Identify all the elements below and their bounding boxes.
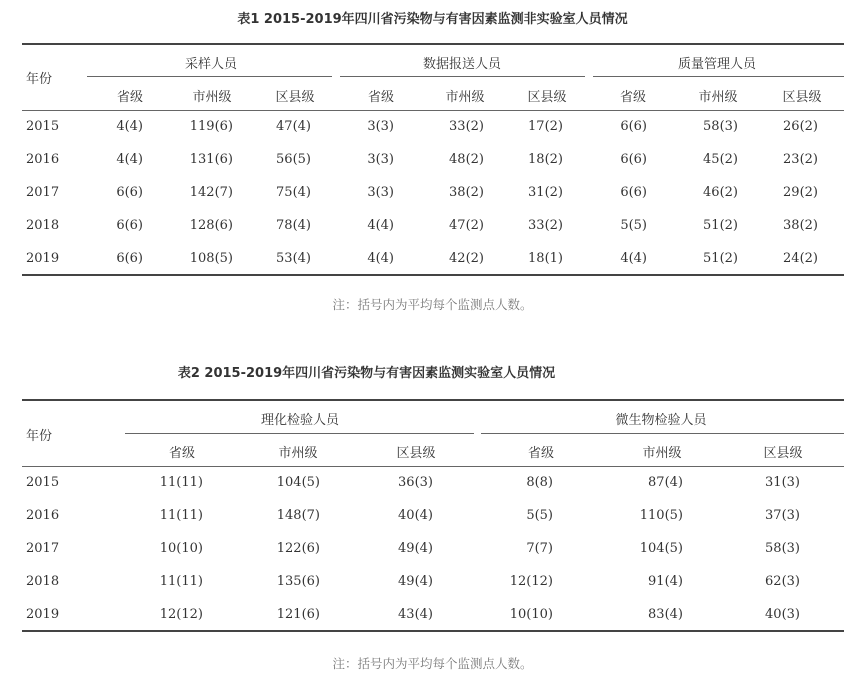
column-header: 省级 bbox=[367, 90, 394, 105]
table-cell: 51(2) bbox=[703, 251, 738, 266]
column-header: 市州级 bbox=[192, 90, 232, 105]
column-header: 区县级 bbox=[782, 90, 822, 105]
group-header: 理化检验人员 bbox=[260, 413, 339, 428]
column-header: 区县级 bbox=[396, 446, 436, 461]
table-cell: 104(5) bbox=[639, 541, 683, 556]
table-cell: 48(2) bbox=[449, 152, 484, 167]
table-cell: 6(6) bbox=[116, 251, 143, 266]
table-2-note: 注：括号内为平均每个监测点人数。 bbox=[332, 656, 533, 671]
table-cell: 110(5) bbox=[639, 508, 683, 523]
table-1-caption: 表1 2015-2019年四川省污染物与有害因素监测非实验室人员情况 bbox=[237, 12, 628, 27]
table-cell: 33(2) bbox=[449, 119, 484, 134]
table-cell: 26(2) bbox=[783, 119, 818, 134]
table-cell: 119(6) bbox=[189, 119, 233, 134]
table-cell: 37(3) bbox=[765, 508, 800, 523]
table-cell: 17(2) bbox=[528, 119, 563, 134]
table-cell: 4(4) bbox=[367, 251, 394, 266]
table-cell: 62(3) bbox=[765, 574, 800, 589]
table-cell: 49(4) bbox=[398, 574, 433, 589]
table-cell: 104(5) bbox=[276, 475, 320, 490]
group-rule bbox=[593, 76, 844, 77]
group-header: 采样人员 bbox=[184, 57, 237, 72]
column-header: 市州级 bbox=[445, 90, 485, 105]
column-header: 区县级 bbox=[763, 446, 803, 461]
table-cell: 4(4) bbox=[367, 218, 394, 233]
group-rule bbox=[481, 433, 844, 434]
table-cell: 11(11) bbox=[159, 574, 203, 589]
table-cell: 56(5) bbox=[276, 152, 311, 167]
table-cell: 6(6) bbox=[620, 152, 647, 167]
table-1-bottom-rule bbox=[22, 274, 844, 276]
table-cell: 31(3) bbox=[765, 475, 800, 490]
table-cell: 83(4) bbox=[648, 607, 683, 622]
year-header: 年份 bbox=[26, 429, 53, 444]
table-cell: 18(2) bbox=[528, 152, 563, 167]
table-cell: 91(4) bbox=[648, 574, 683, 589]
table-cell: 51(2) bbox=[703, 218, 738, 233]
table-cell: 12(12) bbox=[509, 574, 553, 589]
table-2-caption: 表2 2015-2019年四川省污染物与有害因素监测实验室人员情况 bbox=[177, 366, 556, 381]
group-header: 微生物检验人员 bbox=[615, 413, 707, 428]
table-cell: 6(6) bbox=[620, 185, 647, 200]
table-cell: 6(6) bbox=[116, 185, 143, 200]
table-cell: 45(2) bbox=[703, 152, 738, 167]
row-year: 2018 bbox=[26, 574, 60, 589]
table-cell: 49(4) bbox=[398, 541, 433, 556]
table-cell: 8(8) bbox=[526, 475, 553, 490]
column-header: 市州级 bbox=[278, 446, 318, 461]
table-cell: 40(4) bbox=[398, 508, 433, 523]
table-cell: 128(6) bbox=[189, 218, 233, 233]
table-cell: 5(5) bbox=[526, 508, 553, 523]
column-header: 省级 bbox=[168, 446, 195, 461]
table-2-top-rule bbox=[22, 399, 844, 401]
table-cell: 43(4) bbox=[398, 607, 433, 622]
table-cell: 142(7) bbox=[189, 185, 233, 200]
table-2-bottom-rule bbox=[22, 630, 844, 632]
table-cell: 47(2) bbox=[449, 218, 484, 233]
table-cell: 38(2) bbox=[783, 218, 818, 233]
group-header: 数据报送人员 bbox=[422, 57, 501, 72]
group-header: 质量管理人员 bbox=[677, 57, 756, 72]
column-header: 省级 bbox=[116, 90, 143, 105]
table-cell: 121(6) bbox=[276, 607, 320, 622]
table-cell: 24(2) bbox=[783, 251, 818, 266]
row-year: 2015 bbox=[26, 475, 60, 490]
table-cell: 131(6) bbox=[189, 152, 233, 167]
table-cell: 10(10) bbox=[159, 541, 203, 556]
group-rule bbox=[340, 76, 585, 77]
table-cell: 3(3) bbox=[367, 185, 394, 200]
table-cell: 6(6) bbox=[116, 218, 143, 233]
row-year: 2017 bbox=[26, 185, 60, 200]
table-cell: 12(12) bbox=[159, 607, 203, 622]
table-1-note: 注：括号内为平均每个监测点人数。 bbox=[332, 297, 533, 312]
row-year: 2017 bbox=[26, 541, 60, 556]
table-cell: 3(3) bbox=[367, 152, 394, 167]
row-year: 2016 bbox=[26, 152, 60, 167]
row-year: 2015 bbox=[26, 119, 60, 134]
column-header: 区县级 bbox=[527, 90, 567, 105]
table-cell: 122(6) bbox=[276, 541, 320, 556]
table-cell: 36(3) bbox=[398, 475, 433, 490]
table-cell: 23(2) bbox=[783, 152, 818, 167]
table-cell: 53(4) bbox=[276, 251, 311, 266]
table-cell: 3(3) bbox=[367, 119, 394, 134]
table-cell: 7(7) bbox=[526, 541, 553, 556]
table-cell: 75(4) bbox=[276, 185, 311, 200]
row-year: 2018 bbox=[26, 218, 60, 233]
table-cell: 42(2) bbox=[449, 251, 484, 266]
table-cell: 4(4) bbox=[116, 152, 143, 167]
table-cell: 31(2) bbox=[528, 185, 563, 200]
table-cell: 33(2) bbox=[528, 218, 563, 233]
table-cell: 87(4) bbox=[648, 475, 683, 490]
row-year: 2019 bbox=[26, 607, 60, 622]
header-rule bbox=[22, 466, 844, 467]
year-header: 年份 bbox=[26, 72, 53, 87]
table-cell: 148(7) bbox=[276, 508, 320, 523]
table-cell: 4(4) bbox=[620, 251, 647, 266]
table-cell: 6(6) bbox=[620, 119, 647, 134]
table-cell: 78(4) bbox=[276, 218, 311, 233]
column-header: 省级 bbox=[619, 90, 646, 105]
table-cell: 40(3) bbox=[765, 607, 800, 622]
table-cell: 135(6) bbox=[276, 574, 320, 589]
column-header: 市州级 bbox=[698, 90, 738, 105]
group-rule bbox=[125, 433, 474, 434]
table-cell: 38(2) bbox=[449, 185, 484, 200]
header-rule bbox=[22, 110, 844, 111]
row-year: 2019 bbox=[26, 251, 60, 266]
column-header: 区县级 bbox=[275, 90, 315, 105]
table-cell: 58(3) bbox=[765, 541, 800, 556]
table-cell: 18(1) bbox=[528, 251, 563, 266]
table-cell: 29(2) bbox=[783, 185, 818, 200]
table-cell: 46(2) bbox=[703, 185, 738, 200]
column-header: 市州级 bbox=[642, 446, 682, 461]
group-rule bbox=[87, 76, 332, 77]
column-header: 省级 bbox=[527, 446, 554, 461]
table-cell: 47(4) bbox=[276, 119, 311, 134]
table-1-top-rule bbox=[22, 43, 844, 45]
table-cell: 5(5) bbox=[620, 218, 647, 233]
table-cell: 11(11) bbox=[159, 475, 203, 490]
row-year: 2016 bbox=[26, 508, 60, 523]
table-cell: 10(10) bbox=[509, 607, 553, 622]
table-cell: 11(11) bbox=[159, 508, 203, 523]
table-cell: 58(3) bbox=[703, 119, 738, 134]
table-cell: 4(4) bbox=[116, 119, 143, 134]
table-cell: 108(5) bbox=[189, 251, 233, 266]
